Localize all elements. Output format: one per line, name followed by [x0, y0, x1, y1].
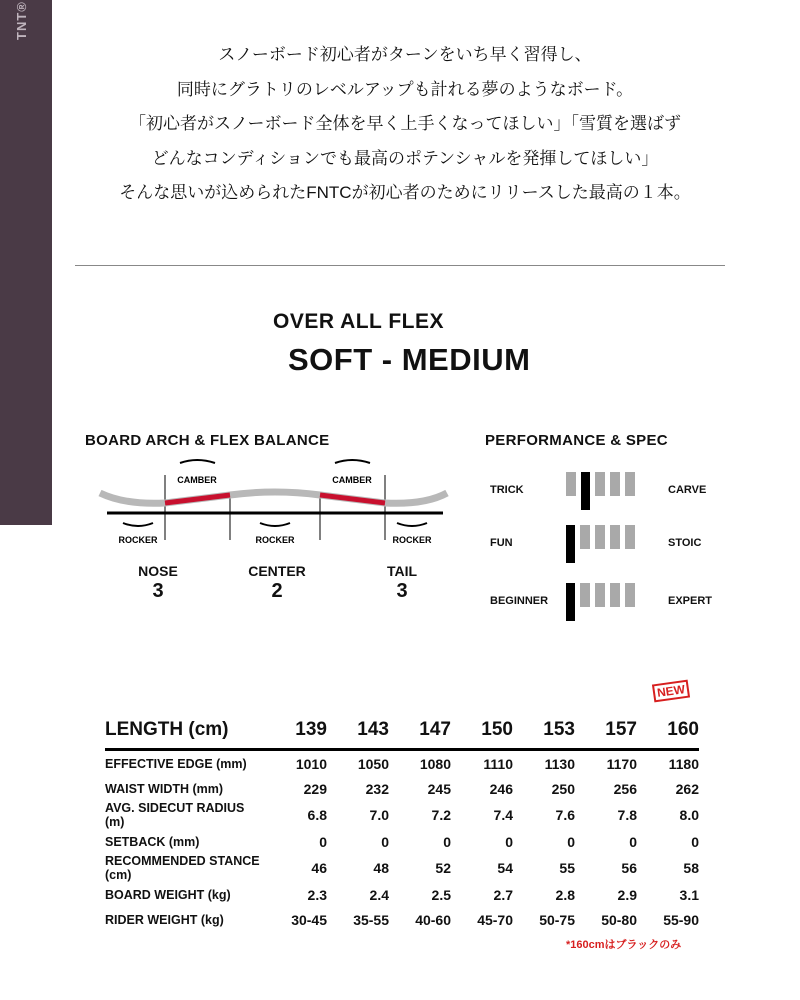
spec-cell: 7.2 — [431, 807, 451, 823]
spec-cell: 7.4 — [493, 807, 513, 823]
camber-arc-icon — [335, 460, 370, 463]
spec-cell: 1110 — [483, 755, 513, 772]
spec-cell: 58 — [683, 860, 699, 876]
perf-segment — [595, 583, 605, 607]
zone-value: 3 — [152, 580, 164, 602]
sidebar-notch — [0, 470, 52, 525]
spec-row-label: AVG. SIDECUT RADIUS (m) — [105, 801, 245, 829]
spec-header-row — [105, 712, 699, 750]
spec-cell: 232 — [365, 780, 389, 797]
spec-row — [105, 854, 699, 882]
perf-segment — [595, 472, 605, 496]
spec-cell: 0 — [691, 833, 699, 850]
camber-label: CAMBER — [177, 475, 217, 485]
perf-left-label: TRICK — [490, 484, 524, 496]
zone-label: NOSE — [138, 563, 178, 579]
spec-cell: 46 — [311, 860, 327, 876]
board-arch-diagram — [95, 455, 455, 555]
spec-cell: 0 — [319, 833, 327, 850]
spec-cell: 6.8 — [307, 807, 327, 823]
spec-cell: 30-45 — [291, 911, 327, 928]
perf-segment — [610, 583, 620, 607]
length-value: 150 — [451, 712, 513, 750]
rocker-arc-icon — [260, 523, 290, 526]
brand-logo: TNT® — [14, 1, 29, 40]
zone-label: TAIL — [386, 563, 418, 579]
intro-line: どんなコンディションでも最高のポテンシャルを発揮してほしい」 — [151, 148, 659, 168]
intro-text — [60, 38, 750, 211]
perf-right-label: EXPERT — [668, 595, 713, 607]
perf-segment — [580, 525, 590, 549]
zone-value: 3 — [396, 580, 408, 602]
spec-row-label: EFFECTIVE EDGE (mm) — [105, 756, 247, 771]
spec-row-label: RECOMMENDED STANCE (cm) — [105, 854, 260, 882]
spec-cell: 229 — [303, 780, 327, 797]
spec-cell: 1180 — [668, 755, 699, 772]
perf-segment — [625, 583, 635, 607]
spec-row-label: RIDER WEIGHT (kg) — [105, 912, 224, 927]
spec-cell: 1170 — [606, 755, 637, 772]
intro-line: スノーボード初心者がターンをいち早く習得し、 — [218, 45, 592, 64]
performance-title: PERFORMANCE & SPEC — [485, 432, 668, 449]
perf-scale — [566, 583, 635, 621]
length-value: 139 — [265, 712, 327, 750]
spec-row — [105, 776, 699, 801]
spec-cell: 0 — [505, 833, 513, 850]
perf-segment — [610, 525, 620, 549]
length-value: 147 — [389, 712, 451, 750]
length-value: 157 — [575, 712, 637, 750]
spec-cell: 0 — [629, 833, 637, 850]
spec-row-label: SETBACK (mm) — [105, 834, 200, 849]
spec-cell: 1080 — [419, 755, 451, 772]
length-header: LENGTH (cm) — [105, 712, 265, 750]
zone-tail — [357, 563, 447, 603]
perf-marker — [581, 472, 590, 510]
footnote: *160cmはブラックのみ — [566, 939, 682, 951]
length-value: 160 — [637, 712, 699, 750]
spec-cell: 50-75 — [539, 911, 575, 928]
perf-left-label: BEGINNER — [490, 595, 549, 607]
new-badge: NEW — [652, 680, 690, 703]
brand-sidebar — [0, 0, 52, 525]
rocker-label: ROCKER — [118, 535, 158, 545]
section-divider — [75, 265, 725, 266]
spec-cell: 2.3 — [307, 886, 327, 903]
spec-cell: 2.5 — [431, 886, 451, 903]
camber-arc-icon — [180, 460, 215, 463]
arch-title: BOARD ARCH & FLEX BALANCE — [85, 432, 330, 449]
perf-marker — [566, 525, 575, 563]
length-value: 153 — [513, 712, 575, 750]
spec-row — [105, 801, 699, 829]
perf-scale — [566, 525, 635, 563]
perf-left-label: FUN — [490, 537, 513, 549]
spec-cell: 256 — [613, 780, 637, 797]
spec-row — [105, 829, 699, 854]
perf-segment — [566, 472, 576, 496]
spec-cell: 48 — [373, 860, 389, 876]
zone-nose — [113, 563, 203, 603]
rocker-label: ROCKER — [255, 535, 295, 545]
spec-cell: 250 — [551, 780, 575, 797]
intro-line: そんな思いが込められたFNTCが初心者のためにリリースした最高の１本。 — [119, 183, 691, 202]
spec-cell: 55-90 — [663, 911, 699, 928]
flex-value: SOFT - MEDIUM — [288, 342, 531, 377]
spec-cell: 54 — [497, 860, 513, 876]
spec-cell: 52 — [435, 860, 451, 876]
spec-cell: 0 — [443, 833, 451, 850]
perf-segment — [610, 472, 620, 496]
perf-marker — [566, 583, 575, 621]
spec-table — [105, 712, 699, 932]
spec-cell: 56 — [621, 860, 637, 876]
spec-row-label: WAIST WIDTH (mm) — [105, 781, 224, 796]
camber-label: CAMBER — [332, 475, 372, 485]
spec-cell: 2.9 — [617, 886, 637, 903]
rocker-arc-icon — [123, 523, 153, 526]
spec-row — [105, 907, 699, 932]
spec-cell: 1050 — [357, 755, 389, 772]
spec-cell: 1010 — [295, 755, 327, 772]
perf-right-label: CARVE — [668, 484, 707, 496]
spec-cell: 245 — [427, 780, 451, 797]
spec-cell: 7.8 — [617, 807, 637, 823]
spec-cell: 0 — [567, 833, 575, 850]
zone-center — [232, 563, 322, 603]
zone-value: 2 — [271, 580, 283, 602]
spec-row — [105, 750, 699, 777]
spec-cell: 262 — [675, 780, 699, 797]
perf-segment — [580, 583, 590, 607]
spec-cell: 0 — [381, 833, 389, 850]
intro-line: 同時にグラトリのレベルアップも計れる夢のようなボード。 — [176, 79, 634, 99]
spec-cell: 3.1 — [679, 886, 699, 903]
spec-cell: 7.0 — [369, 807, 389, 823]
spec-cell: 1130 — [544, 755, 575, 772]
spec-cell: 2.7 — [493, 886, 513, 903]
spec-cell: 7.6 — [555, 807, 575, 823]
spec-cell: 35-55 — [353, 911, 389, 928]
spec-cell: 2.8 — [555, 886, 575, 903]
rocker-arc-icon — [397, 523, 427, 526]
spec-cell: 45-70 — [477, 911, 513, 928]
spec-row — [105, 882, 699, 907]
performance-row — [490, 583, 750, 623]
spec-body — [105, 750, 699, 933]
zone-label: CENTER — [248, 563, 306, 579]
perf-segment — [625, 525, 635, 549]
perf-scale — [566, 472, 635, 510]
perf-segment — [625, 472, 635, 496]
spec-cell: 50-80 — [601, 911, 637, 928]
spec-cell: 8.0 — [679, 807, 699, 823]
spec-cell: 55 — [559, 860, 575, 876]
flex-label: OVER ALL FLEX — [273, 310, 445, 333]
intro-line: 「初心者がスノーボード全体を早く上手くなってほしい」「雪質を選ばず — [129, 114, 681, 133]
spec-cell: 246 — [489, 780, 513, 797]
spec-row-label: BOARD WEIGHT (kg) — [105, 887, 231, 902]
rocker-label: ROCKER — [392, 535, 432, 545]
perf-segment — [595, 525, 605, 549]
spec-cell: 2.4 — [369, 886, 389, 903]
length-value: 143 — [327, 712, 389, 750]
performance-row — [490, 525, 750, 565]
spec-cell: 40-60 — [415, 911, 451, 928]
perf-right-label: STOIC — [668, 537, 702, 549]
performance-row — [490, 472, 750, 512]
board-profile — [100, 492, 447, 503]
